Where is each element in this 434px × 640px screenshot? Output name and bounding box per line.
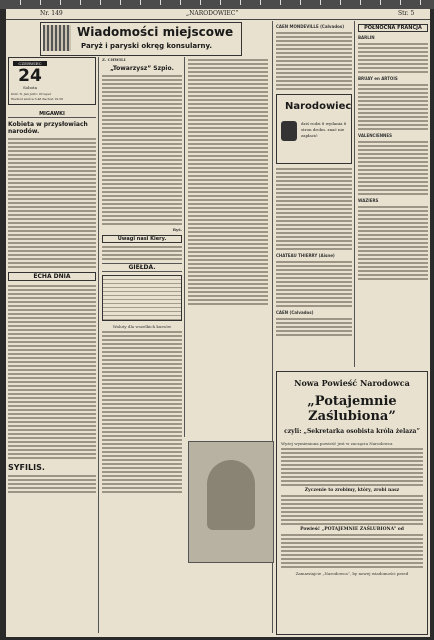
article-text [276,318,352,336]
calendar-box [8,57,96,105]
novel-footer: Zamawiajcie „Narodowca”, by nowej wiadomości przed [295,571,409,576]
article-text [102,331,182,493]
exchange-rate-table [102,275,182,321]
novel-ad-text [281,448,423,486]
novel-promo: Wyżej wymieniona powieść jest w zaczęciu Narodowca [281,441,393,446]
narodowiec-ad [276,94,352,164]
article-text [276,32,352,90]
article-text [358,43,428,73]
dateline-chateau: CHATEAU THIERRY (Aisne) [276,253,335,258]
gielda-subtitle: Waluty dla wszelkich kursów [112,324,172,329]
calendar-saints: Dziś: N. Jan Jutro: Prosper [11,92,52,96]
scanner-ruler [0,0,434,9]
novel-subtitle: czyli: „Sekretarka osobista króla żelaza” [284,428,420,435]
column-1 [8,57,96,495]
calendar-day: 24 [18,66,42,86]
novel-ad-text [281,495,423,525]
section-migawki: MIGAWKI [8,111,96,118]
article-text [102,246,182,260]
section-kursy: Uwagi nasi Kiery. [102,235,182,243]
ad-text [8,475,96,493]
article-text [358,206,428,280]
article-text [358,141,428,195]
dateline-bruay: BRUAY en ARTOIS [358,76,398,81]
paper-name: „NARODOWIEC” [186,10,239,17]
masthead-title: Wiadomości miejscowe [77,25,234,39]
novel-cta-1: Zyczenie to zrobimy, który, zrobi nasz [304,488,400,493]
novel-title: „Potajemnie Zaślubiona” [307,394,397,424]
byline: Z. CHWILI [102,57,126,62]
article-text [102,75,182,225]
article-text [8,285,96,459]
column-divider [98,57,99,633]
novel-cta-2: Powieść „POTAJEMNIE ZAŚLUBIONA” od [300,527,404,532]
column-divider [354,21,355,367]
figure-icon [207,460,255,530]
dateline-waziers: WAZIERS [358,198,379,203]
section-polnocna-francja: PÓŁNOCNA FRANCJA [358,24,428,32]
newspaper-page [6,9,430,637]
dateline-caen-2: CAEN (Calvados) [276,310,314,315]
calendar-weekday: Sobota [22,85,38,90]
article-text [8,138,96,268]
column-2 [102,57,182,495]
illustration-photo [188,441,274,563]
narodowiec-ad-text: dziś rodzi 8 wydania 8 stron drobn. znać nie zapłacić [301,121,347,138]
masthead-subtitle: Paryż i paryski okręg konsularny. [81,42,213,50]
page-header [6,9,430,20]
dateline-barlin: BARLIN [358,35,375,40]
section-gielda: GIEŁDA. [102,263,182,272]
novel-ad [276,371,428,635]
section-masthead [40,22,242,56]
ad-syfilis: SYFILIS. [8,463,45,472]
page-number-right: Str. 5 [398,10,415,17]
article-text [358,84,428,130]
calendar-month: CZERWIEC [13,61,47,66]
column-3 [188,57,268,307]
column-5 [358,21,428,282]
article-text [276,261,352,307]
novel-ad-text [281,534,423,568]
column-divider [184,57,185,437]
headline-kobieta: Kobieta w przysłowiach narodów. [8,121,88,135]
headline-towarzysz: „Towarzysz” Szpio. [110,65,174,72]
hand-pointer-icon [281,121,297,141]
dateline-caen: CAEN MONDEVILLE (Calvados) [276,24,345,29]
dateline-valenciennes: VALENCIENNES [358,133,393,138]
calendar-sun: Wschód słońca 3.48 Zachód 19.58 [11,97,63,101]
column-4 [276,21,352,338]
section-echa-dnia: ECHA DNIA [8,272,96,281]
narodowiec-logo: Narodowiec [285,101,352,112]
signature: Ryś. [172,227,182,232]
city-skyline-icon [43,25,71,51]
article-text [188,59,268,305]
page-number-left: Nr. 149 [40,10,63,17]
novel-ad-line1: Nowa Powieść Narodowca [294,378,410,388]
article-text [276,168,352,250]
